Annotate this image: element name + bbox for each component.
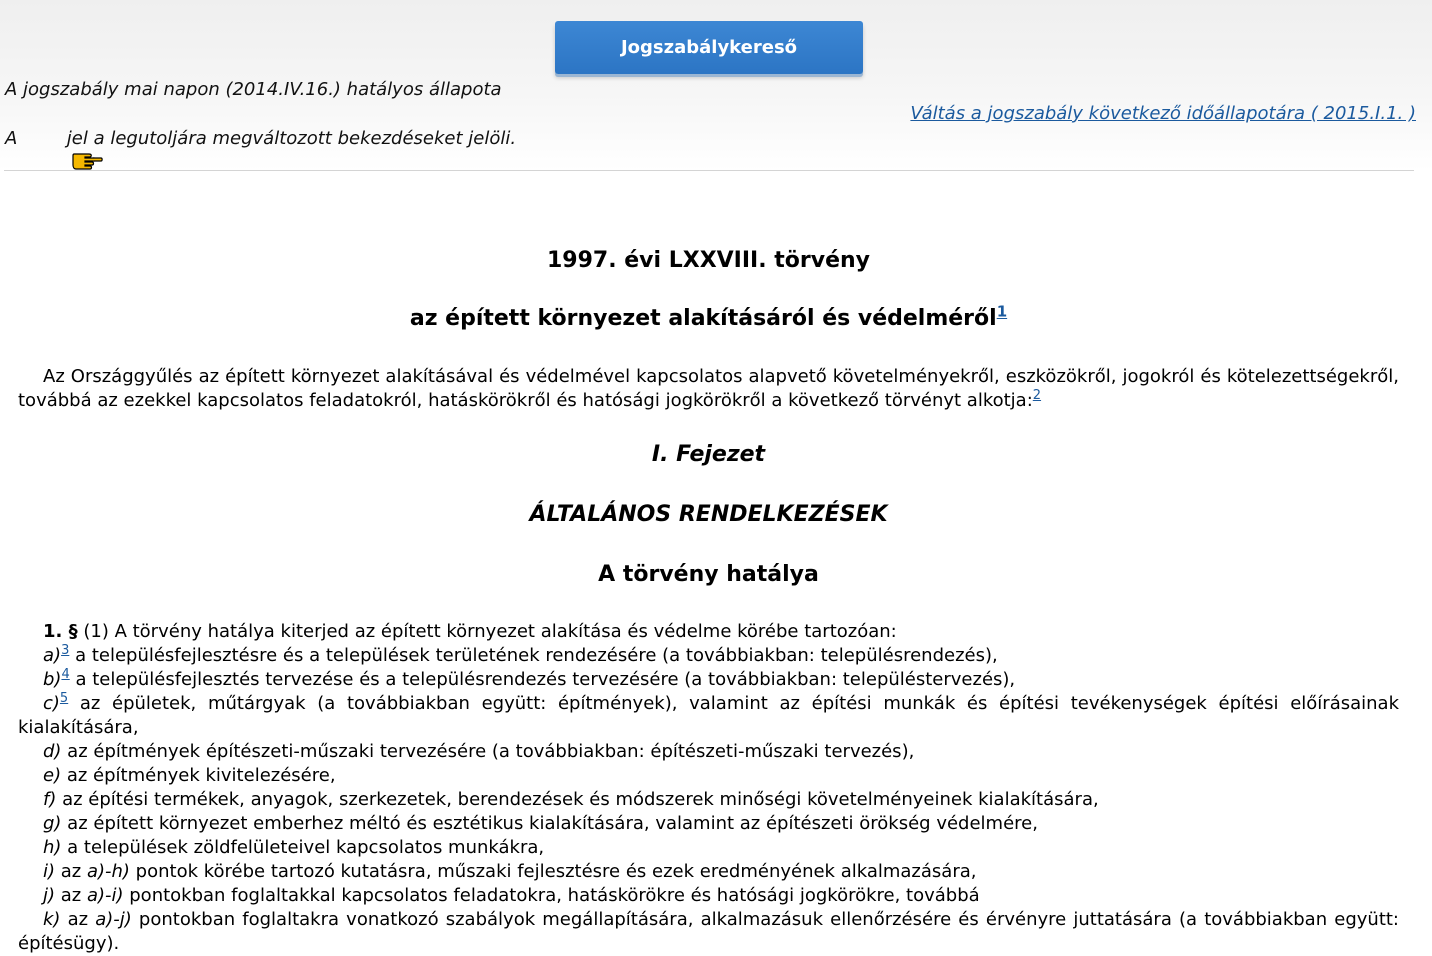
list-item-i	[18, 860, 1399, 884]
list-item-f	[18, 788, 1399, 812]
list-item-b	[18, 668, 1399, 692]
footnote-link-2[interactable]: 2	[1032, 388, 1042, 403]
status-text: A jogszabály mai napon (2014.IV.16.) hatályos állapota	[5, 79, 502, 100]
item-text: az	[60, 909, 96, 930]
item-text-cont: pontok körébe tartozó kutatásra, műszaki fejlesztésre és ezek eredményének alkalmazására,	[129, 861, 977, 882]
item-label: d)	[43, 741, 62, 762]
header-divider	[4, 170, 1414, 171]
item-label: f)	[43, 789, 57, 810]
preamble-text: Az Országgyűlés az épített környezet alakításával és védelmével kapcsolatos alapvető követelményekről, eszközökről, jogokról és kötelezettségekről, továbbá az ezekkel kapcsolatos feladatokról, hatáskörökről és hatósági jogkörökről a következő törvényt alkotja:	[18, 366, 1399, 411]
list-item-j	[18, 884, 1399, 908]
footnote-link-1[interactable]: 1	[996, 302, 1008, 321]
item-label: c)	[43, 693, 60, 714]
item-label: j)	[43, 885, 56, 906]
item-text: az építési termékek, anyagok, szerkezetek, berendezések és módszerek minőségi követelményeinek kialakítására,	[56, 789, 1099, 810]
header-band	[0, 0, 1432, 171]
item-label: k)	[43, 909, 61, 930]
list-item-a	[18, 644, 1399, 668]
section-heading: A törvény hatálya	[598, 562, 819, 587]
item-text-cont: pontokban foglaltakkal kapcsolatos feladatokra, hatáskörökre és hatósági jogkörökre, továbbá	[123, 885, 980, 906]
legend-prefix: A	[5, 127, 24, 149]
item-text: az építmények építészeti-műszaki tervezésére (a továbbiakban: építészeti-műszaki tervezés),	[61, 741, 915, 762]
next-version-link[interactable]: Váltás a jogszabály következő időállapotára ( 2015.I.1. )	[910, 103, 1416, 124]
list-item-g	[18, 812, 1399, 836]
law-subtitle-text: az épített környezet alakításáról és védelméről	[409, 306, 997, 331]
preamble	[18, 365, 1399, 413]
section-intro-text: (1) A törvény hatálya kiterjed az épített környezet alakítása és védelme körébe tartozóan:	[77, 621, 897, 642]
footnote-link-4[interactable]: 4	[61, 667, 70, 682]
footnote-link-5[interactable]: 5	[59, 691, 69, 706]
item-label: g)	[43, 813, 62, 834]
chapter-title: ÁLTALÁNOS RENDELKEZÉSEK	[529, 502, 888, 527]
section-mark: 1. §	[43, 621, 78, 642]
list-item-c	[18, 692, 1399, 740]
law-subtitle	[18, 302, 1399, 331]
legend-text	[5, 126, 516, 150]
item-label: e)	[43, 765, 62, 786]
jogszabalykereso-button[interactable]: Jogszabálykereső	[555, 21, 863, 74]
pointing-hand-icon	[25, 126, 57, 150]
section-intro	[18, 620, 1399, 644]
item-ref: a)-h)	[86, 861, 130, 882]
item-text: az	[55, 885, 87, 906]
legend-suffix: jel a legutoljára megváltozott bekezdéseket jelöli.	[61, 127, 517, 149]
item-ref: a)-i)	[86, 885, 124, 906]
item-text: a települések zöldfelületeivel kapcsolatos munkákra,	[61, 837, 545, 858]
item-text: az építmények kivitelezésére,	[61, 765, 336, 786]
item-label: b)	[43, 669, 62, 690]
list-item-d	[18, 740, 1399, 764]
item-ref: a)-j)	[95, 909, 132, 930]
chapter-number: I. Fejezet	[651, 442, 766, 467]
item-text-cont: pontokban foglaltakra vonatkozó szabályok megállapítására, alkalmazásuk ellenőrzésére és érvényre juttatására (a továbbiakban együtt: építésügy).	[18, 909, 1399, 954]
item-label: h)	[43, 837, 62, 858]
item-label: a)	[43, 645, 62, 666]
list-item-k	[18, 908, 1399, 956]
footnote-link-3[interactable]: 3	[61, 643, 70, 658]
item-text: a településfejlesztés tervezése és a településrendezés tervezésére (a továbbiakban: településtervezés),	[69, 669, 1016, 690]
item-text: az épületek, műtárgyak (a továbbiakban együtt: építmények), valamint az építési munkák és építési tevékenységek építési előírásainak kialakítására,	[18, 693, 1399, 738]
item-label: i)	[43, 861, 56, 882]
list-item-e	[18, 764, 1399, 788]
item-text: az épített környezet emberhez méltó és esztétikus kialakítására, valamint az építészeti örökség védelmére,	[61, 813, 1038, 834]
item-text: az	[55, 861, 87, 882]
item-text: a településfejlesztésre és a települések területének rendezésére (a továbbiakban: településrendezés),	[69, 645, 998, 666]
law-title: 1997. évi LXXVIII. törvény	[547, 248, 870, 273]
list-item-h	[18, 836, 1399, 860]
section-body	[18, 620, 1399, 956]
